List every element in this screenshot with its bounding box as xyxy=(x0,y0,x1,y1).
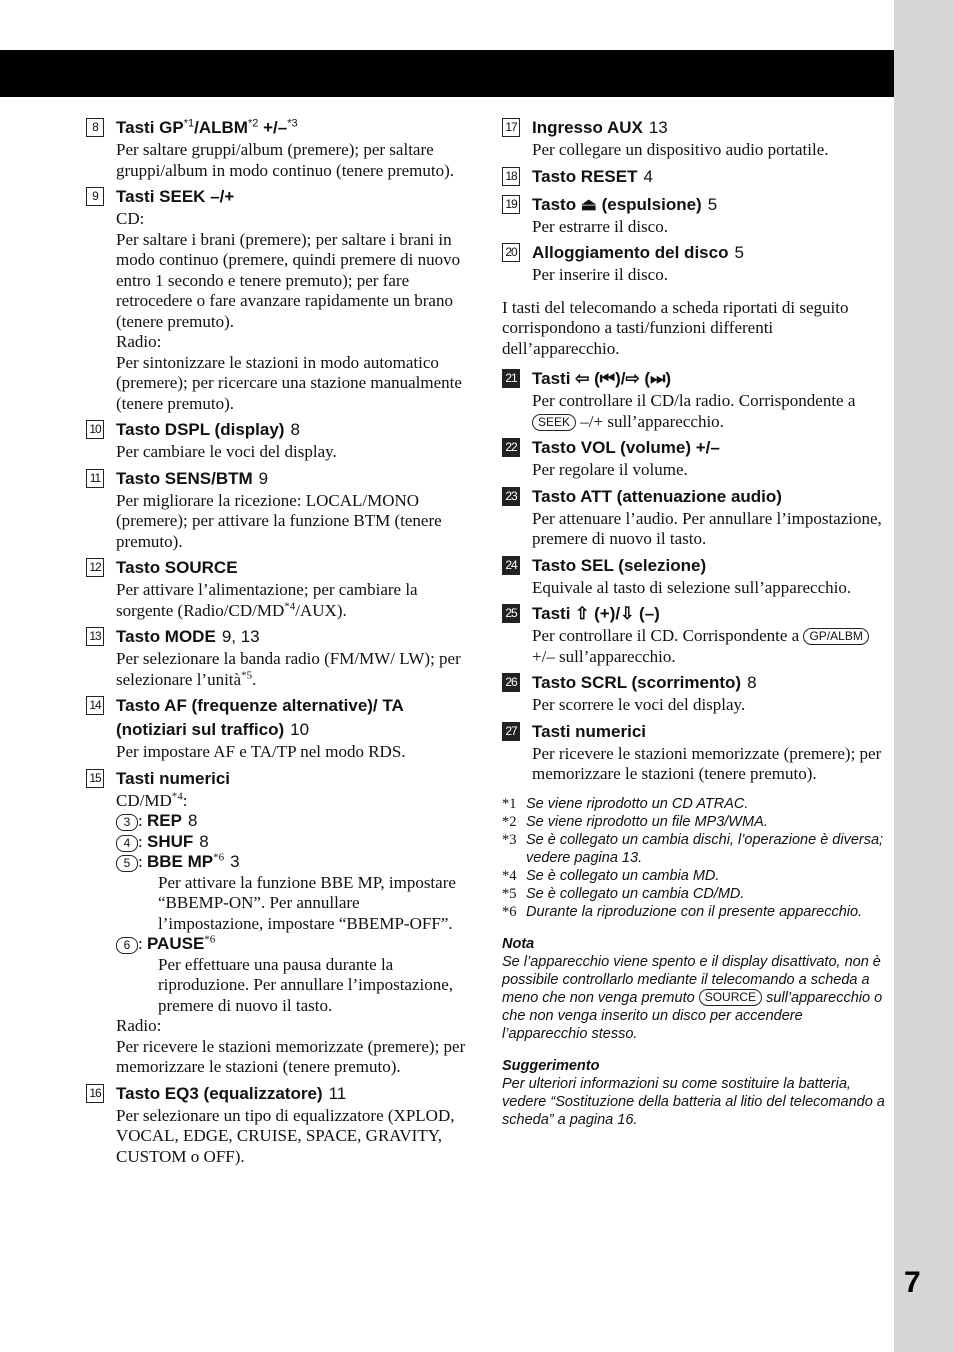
cd-label: CD: xyxy=(116,209,145,228)
entry-22 xyxy=(502,436,887,481)
item-number: 13 xyxy=(86,627,104,646)
key-6-row: 6 : PAUSE$^{*6}$ xyxy=(116,934,466,955)
item-number: 27 xyxy=(502,722,520,741)
radio-desc: Per ricevere le stazioni memorizzate (premere); per memorizzare le stazioni (tenere premuto). xyxy=(116,1036,466,1076)
key-6-icon: 6 xyxy=(116,937,138,954)
cd-desc: Per saltare i brani (premere); per saltare i brani in modo continuo (premere, quindi premere di nuovo entro 1 secondo e tenere premuto); per fare retrocedere o fare avanzare rapidamente un brano (tenere premuto). xyxy=(116,229,461,331)
footnote: *1 Se viene riprodotto un CD ATRAC. xyxy=(502,795,749,812)
entry-21 xyxy=(502,367,887,432)
entry-14 xyxy=(86,694,466,763)
item-number: 16 xyxy=(86,1084,104,1103)
entry-desc: Per selezionare un tipo di equalizzatore (XPLOD, VOCAL, EDGE, CRUISE, SPACE, GRAVITY, CUSTOM o OFF). xyxy=(116,1105,455,1166)
entry-title: Tasto EQ3 (equalizzatore) 11 xyxy=(116,1083,347,1103)
entry-15 xyxy=(86,767,466,1078)
entry-title: Tasto MODE 9, 13 xyxy=(116,627,260,646)
item-number: 24 xyxy=(502,556,520,575)
footnotes xyxy=(502,795,887,1129)
seek-button-icon: SEEK xyxy=(532,414,576,431)
item-number: 9 xyxy=(86,187,104,206)
entry-title: Tasti SEEK –/+ xyxy=(116,187,235,206)
entry-title: Tasti $GP^{*1}/ALBM^{*2} +/-^{*3}$ xyxy=(116,117,298,137)
entry-desc: Per ricevere le stazioni memorizzate (premere); per memorizzare le stazioni (tenere premuto). xyxy=(532,743,882,783)
item-number: 19 xyxy=(502,195,520,214)
key-5-icon: 5 xyxy=(116,855,138,872)
gp-albm-button-icon: GP/ALBM xyxy=(803,628,868,645)
item-number: 11 xyxy=(86,469,104,488)
entry-title: Tasti ⇦ (⏮)/⇨ (⏭) xyxy=(532,369,672,388)
entry-title: Tasto SCRL (scorrimento) 8 xyxy=(532,673,757,692)
item-number: 18 xyxy=(502,167,520,186)
key-3-row: 3 : REP 8 xyxy=(116,811,466,832)
entry-title: Tasto DSPL (display) 8 xyxy=(116,420,300,439)
footnote: *4 Se è collegato un cambia MD. xyxy=(502,867,720,884)
entry-desc: Per estrarre il disco. xyxy=(532,216,668,236)
key-4-icon: 4 xyxy=(116,835,138,852)
entry-desc: Per attivare l’alimentazione; per cambiare la sorgente (Radio/CD/MD$^{*4}$/AUX). xyxy=(116,580,418,620)
item-number: 12 xyxy=(86,558,104,577)
suggerimento-text: Per ulteriori informazioni su come sostituire la batteria, vedere “Sostituzione della batteria al litio del telecomando a scheda” a pagina 16. xyxy=(502,1075,885,1128)
item-number: 8 xyxy=(86,118,104,137)
entry-20 xyxy=(502,241,887,286)
footnote: *6 Durante la riproduzione con il presente apparecchio. xyxy=(502,903,863,920)
entry-desc: Per controllare il CD. Corrispondente a GP/ALBM +/– sull’apparecchio. xyxy=(532,626,887,667)
entry-desc: Per controllare il CD/la radio. Corrispondente a SEEK –/+ sull’apparecchio. xyxy=(532,391,856,431)
entry-title: Tasto ⏏ (espulsione) 5 xyxy=(532,194,718,214)
entry-desc: Per collegare un dispositivo audio portatile. xyxy=(532,140,829,159)
key-4-row: 4 : SHUF 8 xyxy=(116,832,466,853)
radio-desc: Per sintonizzare le stazioni in modo automatico (premere); per ricercare una stazione manualmente (tenere premuto). xyxy=(116,352,462,413)
item-number: 23 xyxy=(502,487,520,506)
page-number: 7 xyxy=(904,1266,921,1299)
entry-16 xyxy=(86,1082,466,1168)
nota-text: Se l’apparecchio viene spento e il display disattivato, non è possibile controllarlo mediante il telecomando a scheda a meno che non venga premuto SOURCE sull’apparecchio o che non venga inserito un disco per accendere l’apparecchio stesso. xyxy=(502,953,883,1042)
nota-title: Nota xyxy=(502,935,535,952)
entry-13 xyxy=(86,625,466,690)
entry-23 xyxy=(502,485,887,550)
entry-title: Tasto ATT (attenuazione audio) xyxy=(532,486,782,506)
item-number: 20 xyxy=(502,243,520,262)
item-number: 14 xyxy=(86,696,104,715)
radio-label: Radio: xyxy=(116,332,162,351)
left-column xyxy=(86,116,466,1171)
entry-title: Tasto SOURCE xyxy=(116,558,238,577)
source-button-icon: SOURCE xyxy=(699,989,762,1006)
key-5-desc: Per attivare la funzione BBE MP, impostare “BBEMP-ON”. Per annullare l’impostazione, impostare “BBEMP-OFF”. xyxy=(158,872,456,933)
entry-desc: Per saltare gruppi/album (premere); per saltare gruppi/album in modo continuo (tenere premuto). xyxy=(116,140,455,180)
entry-19 xyxy=(502,193,887,238)
entry-title: Tasto SEL (selezione) xyxy=(532,555,707,575)
entry-desc: Per regolare il volume. xyxy=(532,460,688,479)
entry-title: Alloggiamento del disco 5 xyxy=(532,243,744,262)
entry-8 xyxy=(86,116,466,181)
entry-9 xyxy=(86,185,466,414)
entry-title: Ingresso AUX 13 xyxy=(532,118,668,137)
entry-title: Tasti numerici xyxy=(116,768,230,788)
entry-desc: Equivale al tasto di selezione sull’apparecchio. xyxy=(532,577,852,597)
entry-24 xyxy=(502,554,887,599)
header-bar xyxy=(0,50,894,97)
entry-desc: Per impostare AF e TA/TP nel modo RDS. xyxy=(116,742,406,761)
key-6-desc: Per effettuare una pausa durante la riproduzione. Per annullare l’impostazione, premere di nuovo il tasto. xyxy=(158,954,454,1015)
entry-desc: Per attenuare l’audio. Per annullare l’impostazione, premere di nuovo il tasto. xyxy=(532,508,882,548)
key-3-icon: 3 xyxy=(116,814,138,831)
radio-label: Radio: xyxy=(116,1016,162,1035)
entry-25 xyxy=(502,602,887,667)
entry-desc: Per selezionare la banda radio (FM/MW/ LW); per selezionare l’unità$^{*5}$. xyxy=(116,649,461,689)
entry-11 xyxy=(86,467,466,553)
key-5-row: 5 : BBE MP$^{*6}$ 3 xyxy=(116,852,466,873)
footnote: *2 Se viene riprodotto un file MP3/WMA. xyxy=(502,813,768,830)
side-tab xyxy=(894,0,954,1352)
entry-title: Tasto SENS/BTM 9 xyxy=(116,468,269,488)
entry-desc: Per cambiare le voci del display. xyxy=(116,442,337,461)
item-number: 10 xyxy=(86,420,104,439)
entry-17 xyxy=(502,116,887,161)
intro-text: I tasti del telecomando a scheda riportati di seguito corrispondono a tasti/funzioni differenti dell’apparecchio. xyxy=(502,297,849,358)
entry-27 xyxy=(502,720,887,785)
entry-title: Tasti numerici xyxy=(532,721,646,741)
entry-desc: Per scorrere le voci del display. xyxy=(532,695,746,714)
entry-12 xyxy=(86,556,466,621)
suggerimento-title: Suggerimento xyxy=(502,1057,600,1074)
item-number: 26 xyxy=(502,673,520,692)
item-number: 15 xyxy=(86,769,104,788)
entry-title: Tasto RESET 4 xyxy=(532,166,653,186)
entry-title: Tasto VOL (volume) +/– xyxy=(532,438,720,457)
item-number: 21 xyxy=(502,369,520,388)
item-number: 25 xyxy=(502,604,520,623)
right-column xyxy=(502,116,887,1129)
entry-desc: Per migliorare la ricezione: LOCAL/MONO (premere); per attivare la funzione BTM (tenere premuto). xyxy=(116,490,442,551)
entry-title: Tasto AF (frequenze alternative)/ TA (notiziari sul traffico) 10 xyxy=(116,696,404,739)
entry-18 xyxy=(502,165,887,189)
entry-10 xyxy=(86,418,466,463)
footnote: *5 Se è collegato un cambia CD/MD. xyxy=(502,885,745,902)
entry-desc: Per inserire il disco. xyxy=(532,265,668,284)
entry-title: Tasti ⇧ (+)/⇩ (–) xyxy=(532,604,660,623)
cdmd-label: CD/MD$^{*4}$: xyxy=(116,789,188,810)
entry-26 xyxy=(502,671,887,716)
item-number: 22 xyxy=(502,438,520,457)
footnote: *3 Se è collegato un cambia dischi, l’operazione è diversa; vedere pagina 13. xyxy=(502,831,884,866)
item-number: 17 xyxy=(502,118,520,137)
